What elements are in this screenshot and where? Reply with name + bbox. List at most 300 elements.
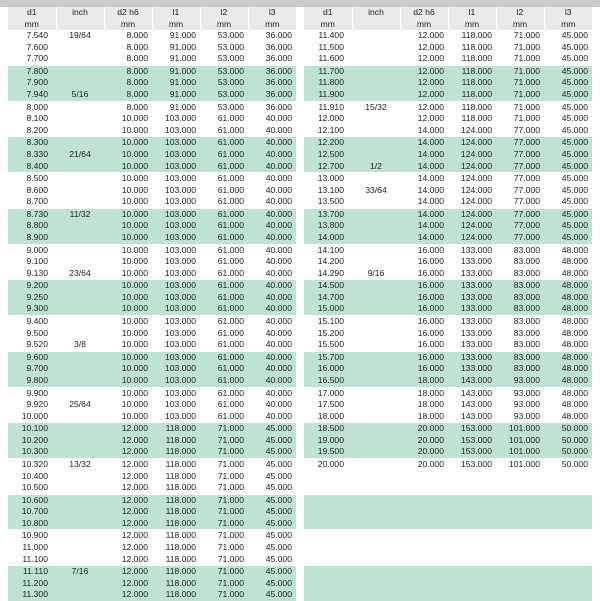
cell-l1: 103.000 bbox=[164, 220, 196, 231]
table-row bbox=[8, 554, 296, 566]
cell-d1: 8.600 bbox=[26, 184, 48, 195]
cell-d1: 13.800 bbox=[317, 220, 344, 231]
cell-l1: 133.000 bbox=[460, 363, 492, 374]
cell-l1: 133.000 bbox=[448, 316, 496, 328]
cell-inch bbox=[56, 316, 104, 328]
cell-d1: 14.100 bbox=[304, 244, 352, 256]
unit-d2: mm bbox=[400, 19, 448, 31]
col-header-inch: inch bbox=[56, 7, 104, 19]
cell-d2: 12.000 bbox=[121, 553, 148, 564]
cell-l1: 133.000 bbox=[448, 244, 496, 256]
cell-l1: 124.000 bbox=[460, 220, 492, 231]
cell-l3: 48.000 bbox=[561, 410, 588, 421]
cell-inch bbox=[56, 482, 104, 494]
table-row bbox=[304, 244, 592, 256]
cell-l1: 91.000 bbox=[152, 101, 200, 113]
table-row bbox=[8, 185, 296, 197]
cell-l2: 83.000 bbox=[513, 363, 540, 374]
cell-l2: 83.000 bbox=[513, 256, 540, 267]
cell-inch bbox=[56, 113, 104, 125]
cell-d2: 10.000 bbox=[121, 399, 148, 410]
cell-l1: 124.000 bbox=[460, 231, 492, 242]
cell-d1: 11.400 bbox=[318, 30, 344, 41]
cell-d1: 7.600 bbox=[26, 41, 48, 52]
cell-d2: 10.000 bbox=[121, 363, 148, 374]
cell-l2: 71.000 bbox=[217, 434, 244, 445]
cell-d2: 16.000 bbox=[400, 280, 448, 292]
cell-d2: 12.000 bbox=[121, 589, 148, 600]
cell-l2: 71.000 bbox=[513, 89, 540, 100]
cell-l3: 45.000 bbox=[265, 589, 292, 600]
cell-d1: 9.250 bbox=[26, 291, 48, 302]
cell-d1: 11.300 bbox=[22, 589, 48, 600]
cell-inch bbox=[56, 518, 104, 530]
table-row bbox=[8, 280, 296, 292]
cell-l3: 40.000 bbox=[265, 327, 292, 338]
cell-l1: 118.000 bbox=[165, 446, 196, 457]
cell-d1: 8.800 bbox=[26, 220, 48, 231]
cell-d2: 10.000 bbox=[121, 256, 148, 267]
col-header-l2: l2 bbox=[496, 7, 544, 19]
table-row bbox=[8, 566, 296, 578]
table-row bbox=[8, 113, 296, 125]
cell-l1: 133.000 bbox=[448, 280, 496, 292]
table-row bbox=[304, 542, 592, 554]
cell-l3: 48.000 bbox=[544, 316, 592, 328]
cell-l1: 91.000 bbox=[152, 65, 200, 77]
cell-l1: 124.000 bbox=[448, 208, 496, 220]
table-row bbox=[8, 518, 296, 530]
cell-l1 bbox=[448, 482, 496, 494]
cell-l2: 77.000 bbox=[513, 160, 540, 171]
col-header-d2: d2 h6 bbox=[400, 7, 448, 19]
cell-inch bbox=[352, 125, 400, 137]
cell-d1: 10.600 bbox=[8, 494, 56, 506]
cell-l2: 53.000 bbox=[200, 65, 248, 77]
cell-inch bbox=[352, 232, 400, 244]
cell-l2 bbox=[496, 578, 544, 590]
cell-inch bbox=[352, 256, 400, 268]
cell-l3: 45.000 bbox=[248, 458, 296, 470]
cell-d2: 18.000 bbox=[417, 399, 444, 410]
col-header-l3: l3 bbox=[248, 7, 296, 19]
cell-d1: 11.600 bbox=[318, 53, 344, 64]
table-row bbox=[304, 113, 592, 125]
cell-l2: 71.000 bbox=[496, 101, 544, 113]
col-header-l2: l2 bbox=[200, 7, 248, 19]
cell-inch bbox=[352, 471, 400, 483]
cell-d1: 10.300 bbox=[21, 446, 48, 457]
cell-d1: 10.700 bbox=[21, 506, 48, 517]
cell-l3 bbox=[544, 518, 592, 530]
table-row bbox=[8, 411, 296, 423]
table-row bbox=[304, 387, 592, 399]
table-row bbox=[8, 351, 296, 363]
cell-l3: 36.000 bbox=[265, 77, 292, 88]
cell-l3: 48.000 bbox=[544, 280, 592, 292]
cell-d2: 12.000 bbox=[104, 458, 152, 470]
cell-l2: 61.000 bbox=[217, 267, 244, 278]
cell-l2: 77.000 bbox=[513, 124, 540, 135]
cell-l1: 103.000 bbox=[164, 196, 196, 207]
cell-l2: 77.000 bbox=[513, 184, 540, 195]
cell-l3: 45.000 bbox=[544, 137, 592, 149]
cell-d2: 12.000 bbox=[417, 113, 444, 124]
cell-d2: 16.000 bbox=[417, 256, 444, 267]
table-row bbox=[8, 530, 296, 542]
cell-l2: 53.000 bbox=[200, 101, 248, 113]
cell-l2: 61.000 bbox=[200, 387, 248, 399]
cell-l2 bbox=[496, 482, 544, 494]
cell-inch bbox=[56, 65, 104, 77]
cell-l1 bbox=[448, 518, 496, 530]
cell-inch bbox=[56, 554, 104, 566]
cell-d1: 14.700 bbox=[317, 291, 344, 302]
cell-l3: 40.000 bbox=[265, 220, 292, 231]
cell-l1: 153.000 bbox=[460, 434, 492, 445]
cell-inch bbox=[352, 42, 400, 54]
cell-d1: 9.920 bbox=[26, 399, 48, 410]
cell-inch bbox=[352, 53, 400, 65]
cell-d1 bbox=[304, 578, 352, 590]
cell-l1: 103.000 bbox=[164, 327, 196, 338]
cell-l3: 48.000 bbox=[561, 339, 588, 350]
cell-l1: 91.000 bbox=[169, 77, 196, 88]
cell-l1: 133.000 bbox=[460, 267, 492, 278]
cell-d1: 9.520 bbox=[26, 339, 48, 350]
cell-l3: 45.000 bbox=[265, 542, 292, 553]
cell-l1: 103.000 bbox=[152, 351, 200, 363]
cell-l2: 61.000 bbox=[217, 184, 244, 195]
cell-d2: 12.000 bbox=[121, 434, 148, 445]
table-header bbox=[8, 7, 296, 30]
cell-l3 bbox=[544, 566, 592, 578]
cell-d2: 10.000 bbox=[121, 148, 148, 159]
table-row bbox=[304, 482, 592, 494]
cell-l1: 124.000 bbox=[460, 184, 492, 195]
table-header bbox=[304, 7, 592, 30]
unit-l3: mm bbox=[544, 19, 592, 31]
cell-l2 bbox=[496, 471, 544, 483]
cell-d2: 12.000 bbox=[417, 53, 444, 64]
cell-d1: 11.700 bbox=[304, 65, 352, 77]
cell-inch bbox=[352, 518, 400, 530]
cell-d1: 8.700 bbox=[26, 196, 48, 207]
cell-l3: 50.000 bbox=[561, 446, 588, 457]
cell-l2: 71.000 bbox=[200, 458, 248, 470]
cell-d2: 14.000 bbox=[417, 184, 444, 195]
cell-l2: 101.000 bbox=[496, 423, 544, 435]
cell-l1: 91.000 bbox=[169, 30, 196, 41]
cell-l3: 45.000 bbox=[544, 65, 592, 77]
cell-l1: 153.000 bbox=[448, 458, 496, 470]
cell-l3: 40.000 bbox=[248, 208, 296, 220]
cell-l1 bbox=[448, 530, 496, 542]
cell-l1: 133.000 bbox=[448, 351, 496, 363]
cell-d2: 10.000 bbox=[104, 137, 152, 149]
cell-l3 bbox=[544, 578, 592, 590]
table-row bbox=[304, 268, 592, 280]
table-row bbox=[304, 339, 592, 351]
col-header-inch: inch bbox=[352, 7, 400, 19]
cell-l2 bbox=[496, 554, 544, 566]
cell-d1: 13.000 bbox=[304, 173, 352, 185]
cell-l3: 48.000 bbox=[561, 363, 588, 374]
cell-l1 bbox=[448, 554, 496, 566]
cell-l3: 48.000 bbox=[561, 303, 588, 314]
cell-l2: 71.000 bbox=[513, 77, 540, 88]
cell-d1: 8.400 bbox=[26, 160, 48, 171]
cell-l2: 93.000 bbox=[513, 374, 540, 385]
cell-d2 bbox=[400, 506, 448, 518]
cell-d2: 10.000 bbox=[121, 113, 148, 124]
cell-d2: 12.000 bbox=[417, 30, 444, 41]
cell-d2: 10.000 bbox=[121, 410, 148, 421]
table-row bbox=[304, 399, 592, 411]
cell-d2: 18.000 bbox=[417, 374, 444, 385]
cell-l2: 83.000 bbox=[496, 244, 544, 256]
table-row bbox=[304, 578, 592, 590]
cell-l3: 45.000 bbox=[544, 173, 592, 185]
cell-inch bbox=[56, 232, 104, 244]
cell-d2: 20.000 bbox=[400, 458, 448, 470]
cell-d2: 8.000 bbox=[126, 89, 148, 100]
cell-l2: 61.000 bbox=[200, 316, 248, 328]
cell-l3: 36.000 bbox=[265, 53, 292, 64]
table-row bbox=[8, 30, 296, 42]
table-row bbox=[8, 471, 296, 483]
table-row bbox=[304, 446, 592, 458]
table-row bbox=[304, 303, 592, 315]
cell-d2: 12.000 bbox=[121, 577, 148, 588]
cell-inch bbox=[56, 589, 104, 601]
table-row bbox=[304, 351, 592, 363]
cell-d2: 18.000 bbox=[400, 387, 448, 399]
cell-l1: 118.000 bbox=[461, 77, 492, 88]
cell-l2: 71.000 bbox=[513, 113, 540, 124]
cell-inch: 13/32 bbox=[56, 458, 104, 470]
table-row bbox=[8, 220, 296, 232]
cell-inch: 33/64 bbox=[365, 184, 387, 195]
cell-l1: 103.000 bbox=[152, 137, 200, 149]
cell-inch bbox=[56, 220, 104, 232]
table-row bbox=[8, 42, 296, 54]
cell-d2: 12.000 bbox=[104, 423, 152, 435]
cell-l3: 40.000 bbox=[265, 124, 292, 135]
table-row bbox=[8, 89, 296, 101]
cell-l1: 133.000 bbox=[460, 303, 492, 314]
cell-inch bbox=[352, 77, 400, 89]
table-row bbox=[304, 232, 592, 244]
table-row bbox=[8, 316, 296, 328]
cell-l2: 61.000 bbox=[217, 231, 244, 242]
cell-l1: 91.000 bbox=[169, 89, 196, 100]
cell-d1: 8.200 bbox=[26, 124, 48, 135]
table-row bbox=[8, 77, 296, 89]
cell-l3 bbox=[544, 530, 592, 542]
table-row bbox=[8, 435, 296, 447]
table-row bbox=[8, 494, 296, 506]
cell-inch bbox=[56, 42, 104, 54]
cell-d2 bbox=[400, 589, 448, 601]
cell-l1: 133.000 bbox=[460, 291, 492, 302]
cell-d1: 12.200 bbox=[304, 137, 352, 149]
cell-l3: 40.000 bbox=[248, 351, 296, 363]
table-row bbox=[8, 542, 296, 554]
cell-inch bbox=[352, 280, 400, 292]
cell-inch bbox=[352, 220, 400, 232]
cell-inch bbox=[352, 458, 400, 470]
cell-inch bbox=[56, 351, 104, 363]
cell-d2: 10.000 bbox=[104, 351, 152, 363]
cell-d1: 10.320 bbox=[8, 458, 56, 470]
cell-l2: 61.000 bbox=[200, 137, 248, 149]
cell-l1: 118.000 bbox=[461, 30, 492, 41]
cell-l3: 40.000 bbox=[265, 410, 292, 421]
cell-d1: 12.500 bbox=[317, 148, 344, 159]
cell-l3 bbox=[544, 471, 592, 483]
cell-l1 bbox=[448, 471, 496, 483]
cell-l2: 71.000 bbox=[217, 542, 244, 553]
cell-l1: 124.000 bbox=[460, 124, 492, 135]
cell-d1: 11.500 bbox=[318, 41, 344, 52]
cell-d1: 9.700 bbox=[26, 363, 48, 374]
cell-l3: 45.000 bbox=[248, 566, 296, 578]
cell-inch: 15/32 bbox=[352, 101, 400, 113]
cell-l1: 103.000 bbox=[152, 280, 200, 292]
cell-d1: 9.130 bbox=[26, 267, 48, 278]
cell-l2 bbox=[496, 494, 544, 506]
cell-inch bbox=[56, 137, 104, 149]
table-row bbox=[304, 506, 592, 518]
cell-l1: 118.000 bbox=[165, 482, 196, 493]
cell-d1: 13.500 bbox=[317, 196, 344, 207]
cell-d2: 12.000 bbox=[121, 470, 148, 481]
cell-l1: 91.000 bbox=[169, 53, 196, 64]
cell-inch bbox=[352, 30, 400, 42]
cell-d2: 10.000 bbox=[121, 196, 148, 207]
cell-d2: 20.000 bbox=[400, 423, 448, 435]
col-header-d2: d2 h6 bbox=[104, 7, 152, 19]
cell-inch bbox=[56, 506, 104, 518]
cell-d2 bbox=[400, 518, 448, 530]
table-row bbox=[304, 280, 592, 292]
cell-l3: 45.000 bbox=[561, 196, 588, 207]
cell-l1: 118.000 bbox=[461, 113, 492, 124]
cell-l3: 40.000 bbox=[248, 280, 296, 292]
cell-l3: 40.000 bbox=[265, 363, 292, 374]
cell-inch bbox=[352, 351, 400, 363]
table-row bbox=[304, 101, 592, 113]
cell-d1: 12.700 bbox=[317, 160, 344, 171]
cell-d1: 10.400 bbox=[21, 470, 48, 481]
cell-l2: 71.000 bbox=[513, 53, 540, 64]
col-header-l3: l3 bbox=[544, 7, 592, 19]
cell-l3: 40.000 bbox=[265, 339, 292, 350]
cell-inch bbox=[352, 328, 400, 340]
cell-d2: 20.000 bbox=[417, 434, 444, 445]
cell-d1: 9.200 bbox=[8, 280, 56, 292]
cell-inch bbox=[56, 471, 104, 483]
cell-d2: 12.000 bbox=[417, 89, 444, 100]
cell-l1: 118.000 bbox=[448, 101, 496, 113]
cell-d1: 11.110 bbox=[8, 566, 56, 578]
cell-l3: 45.000 bbox=[561, 41, 588, 52]
cell-l2: 71.000 bbox=[200, 494, 248, 506]
cell-d2: 20.000 bbox=[417, 446, 444, 457]
cell-l3: 45.000 bbox=[561, 30, 588, 41]
cell-d2 bbox=[400, 471, 448, 483]
cell-l1: 118.000 bbox=[448, 65, 496, 77]
table-row bbox=[304, 125, 592, 137]
cell-l1 bbox=[448, 506, 496, 518]
cell-l2: 101.000 bbox=[508, 434, 540, 445]
table-row bbox=[304, 53, 592, 65]
cell-l2 bbox=[496, 542, 544, 554]
cell-d1: 8.330 bbox=[26, 148, 48, 159]
cell-d1: 8.000 bbox=[8, 101, 56, 113]
cell-l1: 103.000 bbox=[164, 267, 196, 278]
cell-d2: 10.000 bbox=[121, 231, 148, 242]
cell-inch bbox=[56, 542, 104, 554]
table-row bbox=[8, 303, 296, 315]
cell-d2: 14.000 bbox=[417, 124, 444, 135]
cell-d2: 12.000 bbox=[417, 41, 444, 52]
table-row bbox=[8, 578, 296, 590]
cell-l2: 61.000 bbox=[200, 351, 248, 363]
cell-inch bbox=[352, 542, 400, 554]
cell-d1: 20.000 bbox=[304, 458, 352, 470]
cell-l2: 77.000 bbox=[496, 173, 544, 185]
cell-d2: 10.000 bbox=[121, 374, 148, 385]
cell-d2 bbox=[400, 494, 448, 506]
cell-inch bbox=[352, 482, 400, 494]
cell-d1: 10.800 bbox=[21, 517, 48, 528]
cell-l1: 118.000 bbox=[152, 530, 200, 542]
cell-l3: 36.000 bbox=[248, 65, 296, 77]
cell-l3: 45.000 bbox=[248, 423, 296, 435]
cell-d1: 8.900 bbox=[26, 231, 48, 242]
table-row bbox=[8, 589, 296, 601]
unit-l2: mm bbox=[200, 19, 248, 31]
cell-inch bbox=[56, 387, 104, 399]
cell-l2: 61.000 bbox=[200, 208, 248, 220]
cell-inch bbox=[56, 77, 104, 89]
table-row bbox=[304, 411, 592, 423]
cell-l1: 103.000 bbox=[152, 173, 200, 185]
cell-l3: 45.000 bbox=[561, 148, 588, 159]
cell-l3: 45.000 bbox=[561, 160, 588, 171]
cell-l1: 143.000 bbox=[460, 399, 492, 410]
cell-d2: 10.000 bbox=[121, 184, 148, 195]
cell-l3: 45.000 bbox=[265, 434, 292, 445]
cell-inch bbox=[56, 423, 104, 435]
cell-l2: 71.000 bbox=[217, 577, 244, 588]
cell-l3: 48.000 bbox=[561, 327, 588, 338]
cell-l1: 153.000 bbox=[448, 423, 496, 435]
cell-inch bbox=[352, 375, 400, 387]
cell-l2: 93.000 bbox=[513, 410, 540, 421]
cell-l1: 118.000 bbox=[165, 542, 196, 553]
cell-d1: 17.000 bbox=[304, 387, 352, 399]
cell-l1 bbox=[448, 589, 496, 601]
cell-l2: 71.000 bbox=[200, 566, 248, 578]
cell-d1: 7.800 bbox=[8, 65, 56, 77]
cell-d2: 14.000 bbox=[400, 173, 448, 185]
cell-l2: 83.000 bbox=[496, 280, 544, 292]
cell-l2: 61.000 bbox=[217, 256, 244, 267]
table-row bbox=[304, 149, 592, 161]
